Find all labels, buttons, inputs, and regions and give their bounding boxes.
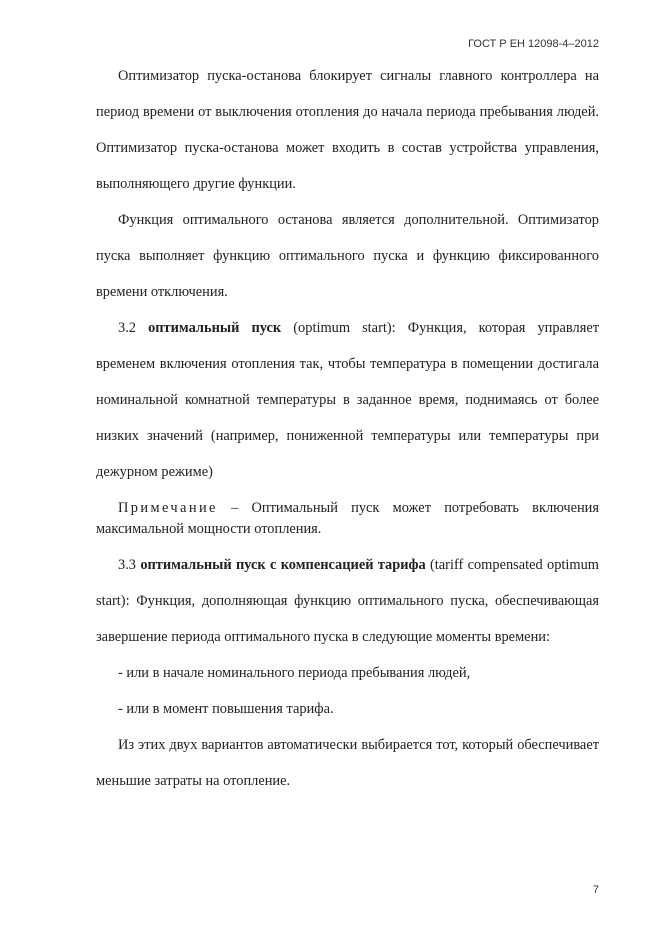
page-number: 7 bbox=[592, 884, 599, 896]
section-3-2-term: оптимальный пуск bbox=[148, 320, 282, 336]
section-3-2 bbox=[96, 310, 599, 490]
section-3-2-definition: (optimum start): Функция, которая управляет временем включения отопления так, чтобы температура в помещении достигала номинальной комнатной температуры в заданное время, поднимаясь от более низких значений (например, пониженной температуры или температуры при дежурном режиме) bbox=[96, 320, 599, 480]
note-paragraph bbox=[96, 498, 599, 540]
section-3-2-number: 3.2 bbox=[118, 320, 136, 336]
section-3-3-definition: (tariff compensated optimum start): Функция, дополняющая функцию оптимального пуска, обеспечивающая завершение периода оптимального пуска в следующие моменты времени: bbox=[96, 557, 599, 645]
document-id-header: ГОСТ Р ЕН 12098-4–2012 bbox=[468, 38, 599, 50]
paragraph-auto-selection: Из этих двух вариантов автоматически выбирается тот, который обеспечивает меньшие затраты на отопление. bbox=[96, 737, 599, 789]
list-item: - или в момент повышения тарифа. bbox=[118, 701, 334, 717]
list-item: - или в начале номинального периода пребывания людей, bbox=[118, 665, 471, 681]
document-body bbox=[96, 58, 599, 799]
note-label: Примечание bbox=[118, 500, 218, 516]
note-text: – Оптимальный пуск может потребовать включения максимальной мощности отопления. bbox=[96, 500, 599, 537]
section-3-3-number: 3.3 bbox=[118, 557, 136, 573]
section-3-3 bbox=[96, 547, 599, 655]
paragraph-optimal-stop: Функция оптимального останова является дополнительной. Оптимизатор пуска выполняет функцию оптимального пуска и функцию фиксированного времени отключения. bbox=[96, 212, 599, 300]
section-3-3-term: оптимальный пуск с компенсацией тарифа bbox=[140, 557, 426, 573]
paragraph-start-stop-optimizer: Оптимизатор пуска-останова блокирует сигналы главного контроллера на период времени от выключения отопления до начала периода пребывания людей. Оптимизатор пуска-останова может входить в состав устройства управления, выполняющего другие функции. bbox=[96, 68, 599, 192]
